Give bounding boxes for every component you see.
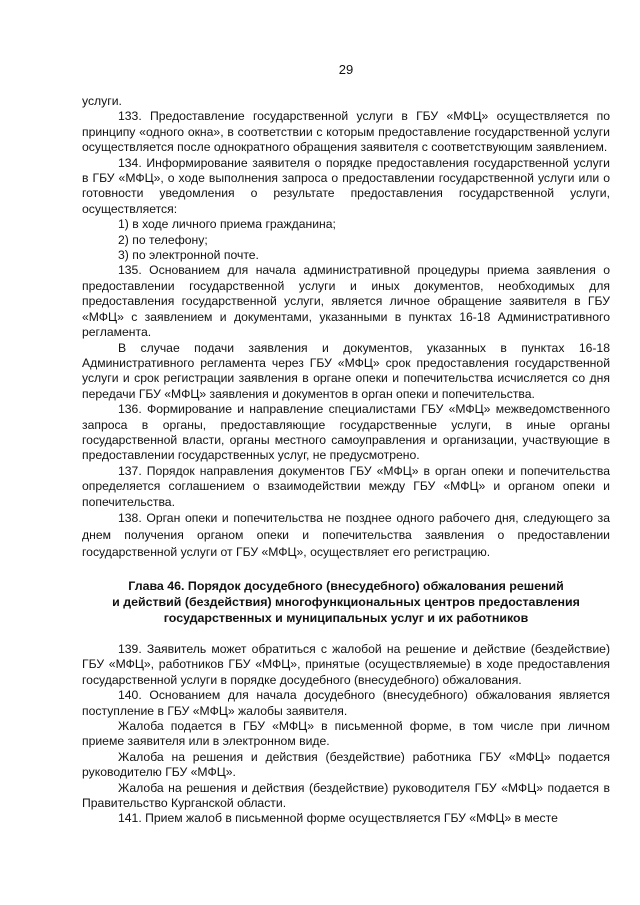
paragraph-p140-3: Жалоба на решения и действия (бездействие) работника ГБУ «МФЦ» подается руководителю ГБУ «МФЦ». <box>82 749 610 780</box>
paragraph-p136: 136. Формирование и направление специалистами ГБУ «МФЦ» межведомственного запроса в органы, предоставляющие государственные услуги, в иные органы государственной власти, органы местного самоуправления и организации, участвующие в предоставлении государственных услуг, не предусмотрено. <box>82 402 610 463</box>
paragraph-p135-2: В случае подачи заявления и документов, указанных в пунктах 16-18 Административного регламента через ГБУ «МФЦ» срок предоставления государственной услуги и срок регистрации заявления в органе опеки и попечительства исчисляется со дня передачи ГБУ «МФЦ» заявления и документов в орган опеки и попечительства. <box>82 340 610 401</box>
chapter-heading-line-1: Глава 46. Порядок досудебного (внесудебного) обжалования решений <box>128 578 564 593</box>
paragraph-p140-4: Жалоба на решения и действия (бездействие) руководителя ГБУ «МФЦ» подается в Правительство Курганской области. <box>82 780 610 811</box>
chapter-heading-line-2: и действий (бездействия) многофункциональных центров предоставления <box>112 594 580 609</box>
section-after-chapter <box>82 642 610 827</box>
document-body <box>82 94 610 827</box>
paragraph-p141: 141. Прием жалоб в письменной форме осуществляется ГБУ «МФЦ» в месте <box>118 811 558 826</box>
paragraph-p137: 137. Порядок направления документов ГБУ «МФЦ» в орган опеки и попечительства определяется соглашением о взаимодействии между ГБУ «МФЦ» и органом опеки и попечительства. <box>82 463 610 509</box>
paragraph-p134-3: 3) по электронной почте. <box>118 248 259 263</box>
section-before-chapter <box>82 94 610 561</box>
paragraph-p138: 138. Орган опеки и попечительства не позднее одного рабочего дня, следующего за днем получения органом опеки и попечительства заявления о предоставлении государственной услуги от ГБУ «МФЦ», осуществляет его регистрацию. <box>82 510 610 559</box>
page-number: 29 <box>338 62 354 77</box>
paragraph-p134-1: 1) в ходе личного приема гражданина; <box>118 217 336 232</box>
paragraph-p140: 140. Основанием для начала досудебного (внесудебного) обжалования является поступление в ГБУ «МФЦ» жалобы заявителя. <box>82 688 610 718</box>
paragraph-p134-2: 2) по телефону; <box>118 232 208 247</box>
paragraph-p135: 135. Основанием для начала административной процедуры приема заявления о предоставлении государственной услуги и иных документов, необходимых для предоставления государственной услуги, является личное обращение заявителя в ГБУ «МФЦ» с заявлением и документами, указанными в пунктах 16-18 Административного регламента. <box>82 263 610 340</box>
paragraph-p133: 133. Предоставление государственной услуги в ГБУ «МФЦ» осуществляется по принципу «одного окна», в соответствии с которым предоставление государственной услуги осуществляется после однократного обращения заявителя с соответствующим заявлением. <box>82 109 610 155</box>
chapter-heading-line-3: государственных и муниципальных услуг и их работников <box>163 610 529 625</box>
paragraph-p139: 139. Заявитель может обратиться с жалобой на решение и действие (бездействие) ГБУ «МФЦ», работников ГБУ «МФЦ», принятые (осуществляемые) в ходе предоставления государственной услуги в порядке досудебного (внесудебного) обжалования. <box>82 641 610 687</box>
paragraph-p-cont: услуги. <box>82 94 122 108</box>
paragraph-p140-2: Жалоба подается в ГБУ «МФЦ» в письменной форме, в том числе при личном приеме заявителя или в электронном виде. <box>82 719 610 749</box>
paragraph-p134: 134. Информирование заявителя о порядке предоставления государственной услуги в ГБУ «МФЦ», о ходе выполнения запроса о предоставлении государственной услуги или о готовности уведомления о результате предоставления государственной услуги, осуществляется: <box>82 155 610 216</box>
chapter-heading <box>82 578 610 626</box>
